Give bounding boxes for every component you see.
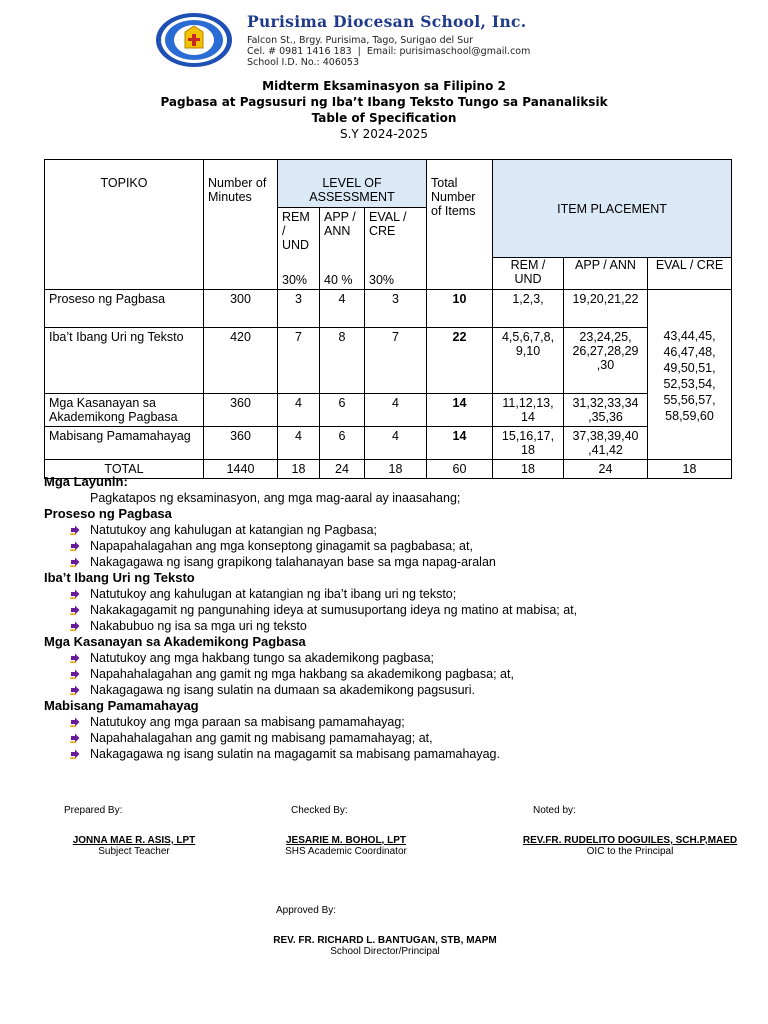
list-item xyxy=(44,714,744,730)
row-items-app: 31,32,33,34 ,35,36 xyxy=(564,394,648,427)
arrow-bullet-icon xyxy=(70,717,80,727)
row-topic: Iba’t Ibang Uri ng Teksto xyxy=(45,328,204,394)
item-header-rem: REM / UND xyxy=(493,258,564,290)
row-total: 10 xyxy=(427,290,493,328)
arrow-bullet-icon xyxy=(70,605,80,615)
school-logo-icon xyxy=(155,12,233,68)
objective-text: Nakagagawa ng isang sulatin na magagamit sa mabisang pamamahayag. xyxy=(90,747,500,761)
row-topic: Mga Kasanayan sa Akademikong Pagbasa xyxy=(45,394,204,427)
row-items-app: 19,20,21,22 xyxy=(564,290,648,328)
checked-block xyxy=(256,835,436,857)
objective-text: Nakagagawa ng isang sulatin na dumaan sa akademikong pagsusuri. xyxy=(90,683,475,697)
list-item xyxy=(44,522,744,538)
arrow-bullet-icon xyxy=(70,557,80,567)
arrow-bullet-icon xyxy=(70,749,80,759)
approved-block xyxy=(260,935,510,957)
row-minutes: 360 xyxy=(204,427,278,460)
objective-text: Natutukoy ang mga paraan sa mabisang pamamahayag; xyxy=(90,715,405,729)
row-minutes: 300 xyxy=(204,290,278,328)
total-items-app: 24 xyxy=(564,460,648,479)
header-eval: EVAL / CRE xyxy=(365,208,427,258)
row-minutes: 360 xyxy=(204,394,278,427)
checked-role: SHS Academic Coordinator xyxy=(285,846,407,857)
exam-title: Midterm Eksaminasyon sa Filipino 2 xyxy=(262,79,506,93)
row-total: 14 xyxy=(427,427,493,460)
objective-list xyxy=(44,650,744,698)
row-topic: Mabisang Pamamahayag xyxy=(45,427,204,460)
objective-text: Nakakagagamit ng pangunahing ideya at sumusuportang ideya ng matino at mabisa; at, xyxy=(90,603,578,617)
school-year: S.Y 2024-2025 xyxy=(340,127,428,141)
document-titles xyxy=(0,78,768,142)
list-item xyxy=(44,682,744,698)
school-contacts: Cel. # 0981 1416 183 | Email: purisimaschool@gmail.com xyxy=(247,46,531,57)
school-email: Email: purisimaschool@gmail.com xyxy=(366,46,531,57)
list-item xyxy=(44,650,744,666)
objective-section-title: Iba’t Ibang Uri ng Teksto xyxy=(44,570,195,585)
arrow-bullet-icon xyxy=(70,621,80,631)
prepared-name: JONNA MAE R. ASIS, LPT xyxy=(72,835,196,846)
total-eval: 18 xyxy=(365,460,427,479)
subject-title: Pagbasa at Pagsusuri ng Iba’t Ibang Teksto Tungo sa Pananaliksik xyxy=(160,95,608,109)
row-items-app: 23,24,25, 26,27,28,29 ,30 xyxy=(564,328,648,394)
row-items-rem: 4,5,6,7,8, 9,10 xyxy=(493,328,564,394)
row-items-rem: 1,2,3, xyxy=(493,290,564,328)
percent-app: 40 % xyxy=(320,258,365,290)
noted-block xyxy=(520,835,740,857)
table-row xyxy=(45,394,732,427)
header-rem: REM / UND xyxy=(278,208,320,258)
header-total-items: Total Number of Items xyxy=(427,160,493,290)
row-rem: 4 xyxy=(278,427,320,460)
arrow-bullet-icon xyxy=(70,733,80,743)
item-header-app: APP / ANN xyxy=(564,258,648,290)
header-item-placement: ITEM PLACEMENT xyxy=(493,160,732,258)
eval-items: 43,44,45, 46,47,48, 49,50,51, 52,53,54, 55,56,57, 58,59,60 xyxy=(648,290,732,460)
school-cel: Cel. # 0981 1416 183 xyxy=(247,46,352,57)
list-item xyxy=(44,618,744,634)
total-app: 24 xyxy=(320,460,365,479)
arrow-bullet-icon xyxy=(70,685,80,695)
objective-text: Natutukoy ang kahulugan at katangian ng Pagbasa; xyxy=(90,523,378,537)
row-topic: Proseso ng Pagbasa xyxy=(45,290,204,328)
row-app: 8 xyxy=(320,328,365,394)
row-items-rem: 15,16,17, 18 xyxy=(493,427,564,460)
prepared-label: Prepared By: xyxy=(64,805,123,816)
objective-section-title: Mga Kasanayan sa Akademikong Pagbasa xyxy=(44,634,306,649)
objective-section-title: Mabisang Pamamahayag xyxy=(44,698,199,713)
list-item xyxy=(44,586,744,602)
arrow-bullet-icon xyxy=(70,589,80,599)
objectives-intro: Pagkatapos ng eksaminasyon, ang mga mag-aaral ay inaasahang; xyxy=(90,491,461,505)
row-items-rem: 11,12,13, 14 xyxy=(493,394,564,427)
total-label: TOTAL xyxy=(45,460,204,479)
header-level: LEVEL OF ASSESSMENT xyxy=(278,160,427,208)
list-item xyxy=(44,554,744,570)
row-eval: 4 xyxy=(365,427,427,460)
list-item xyxy=(44,602,744,618)
noted-label: Noted by: xyxy=(533,805,576,816)
school-address: Falcon St., Brgy. Purisima, Tago, Surigao del Sur xyxy=(247,35,474,46)
row-rem: 7 xyxy=(278,328,320,394)
total-items: 60 xyxy=(427,460,493,479)
row-items-app: 37,38,39,40 ,41,42 xyxy=(564,427,648,460)
arrow-bullet-icon xyxy=(70,669,80,679)
objective-section-title: Proseso ng Pagbasa xyxy=(44,506,172,521)
school-name: Purisima Diocesan School, Inc. xyxy=(247,12,527,31)
row-minutes: 420 xyxy=(204,328,278,394)
objective-list xyxy=(44,522,744,570)
item-header-eval: EVAL / CRE xyxy=(648,258,732,290)
prepared-block xyxy=(44,835,224,857)
table-row xyxy=(45,427,732,460)
objective-text: Napapahalagahan ang mga konseptong ginagamit sa pagbabasa; at, xyxy=(90,539,473,553)
total-items-eval: 18 xyxy=(648,460,732,479)
school-id: School I.D. No.: 406053 xyxy=(247,57,359,68)
checked-label: Checked By: xyxy=(291,805,348,816)
list-item xyxy=(44,538,744,554)
approved-name: REV. FR. RICHARD L. BANTUGAN, STB, MAPM xyxy=(273,935,497,946)
header-topiko: TOPIKO xyxy=(45,160,204,290)
tos-table xyxy=(44,159,732,479)
approved-label: Approved By: xyxy=(276,905,337,916)
objective-text: Natutukoy ang kahulugan at katangian ng iba’t ibang uri ng teksto; xyxy=(90,587,457,601)
total-rem: 18 xyxy=(278,460,320,479)
objective-text: Nakabubuo ng isa sa mga uri ng teksto xyxy=(90,619,307,633)
approved-role: School Director/Principal xyxy=(330,946,440,957)
checked-name: JESARIE M. BOHOL, LPT xyxy=(285,835,406,846)
tos-title: Table of Specification xyxy=(311,111,457,125)
objective-text: Natutukoy ang mga hakbang tungo sa akademikong pagbasa; xyxy=(90,651,434,665)
arrow-bullet-icon xyxy=(70,525,80,535)
objectives-heading: Mga Layunin: xyxy=(44,474,128,489)
list-item xyxy=(44,666,744,682)
row-app: 4 xyxy=(320,290,365,328)
header-minutes: Number of Minutes xyxy=(204,160,278,290)
row-app: 6 xyxy=(320,427,365,460)
table-row xyxy=(45,290,732,328)
objective-list xyxy=(44,714,744,762)
row-rem: 3 xyxy=(278,290,320,328)
objective-list xyxy=(44,586,744,634)
row-total: 14 xyxy=(427,394,493,427)
row-total: 22 xyxy=(427,328,493,394)
objective-text: Nakagagawa ng isang grapikong talahanayan base sa mga napag-aralan xyxy=(90,555,496,569)
header-app: APP / ANN xyxy=(320,208,365,258)
percent-rem: 30% xyxy=(278,258,320,290)
table-row xyxy=(45,328,732,394)
row-rem: 4 xyxy=(278,394,320,427)
objectives xyxy=(44,474,744,762)
arrow-bullet-icon xyxy=(70,541,80,551)
arrow-bullet-icon xyxy=(70,653,80,663)
noted-name: REV.FR. RUDELITO DOGUILES, SCH.P,MAED xyxy=(522,835,738,846)
row-eval: 4 xyxy=(365,394,427,427)
list-item xyxy=(44,730,744,746)
objective-text: Napahahalagahan ang gamit ng mga hakbang sa akademikong pagbasa; at, xyxy=(90,667,514,681)
total-minutes: 1440 xyxy=(204,460,278,479)
list-item xyxy=(44,746,744,762)
noted-role: OIC to the Principal xyxy=(586,846,674,857)
percent-eval: 30% xyxy=(365,258,427,290)
row-app: 6 xyxy=(320,394,365,427)
objective-text: Napahahalagahan ang gamit ng mabisang pamamahayag; at, xyxy=(90,731,433,745)
prepared-role: Subject Teacher xyxy=(98,846,170,857)
row-eval: 3 xyxy=(365,290,427,328)
letterhead xyxy=(155,12,755,68)
row-eval: 7 xyxy=(365,328,427,394)
total-items-rem: 18 xyxy=(493,460,564,479)
